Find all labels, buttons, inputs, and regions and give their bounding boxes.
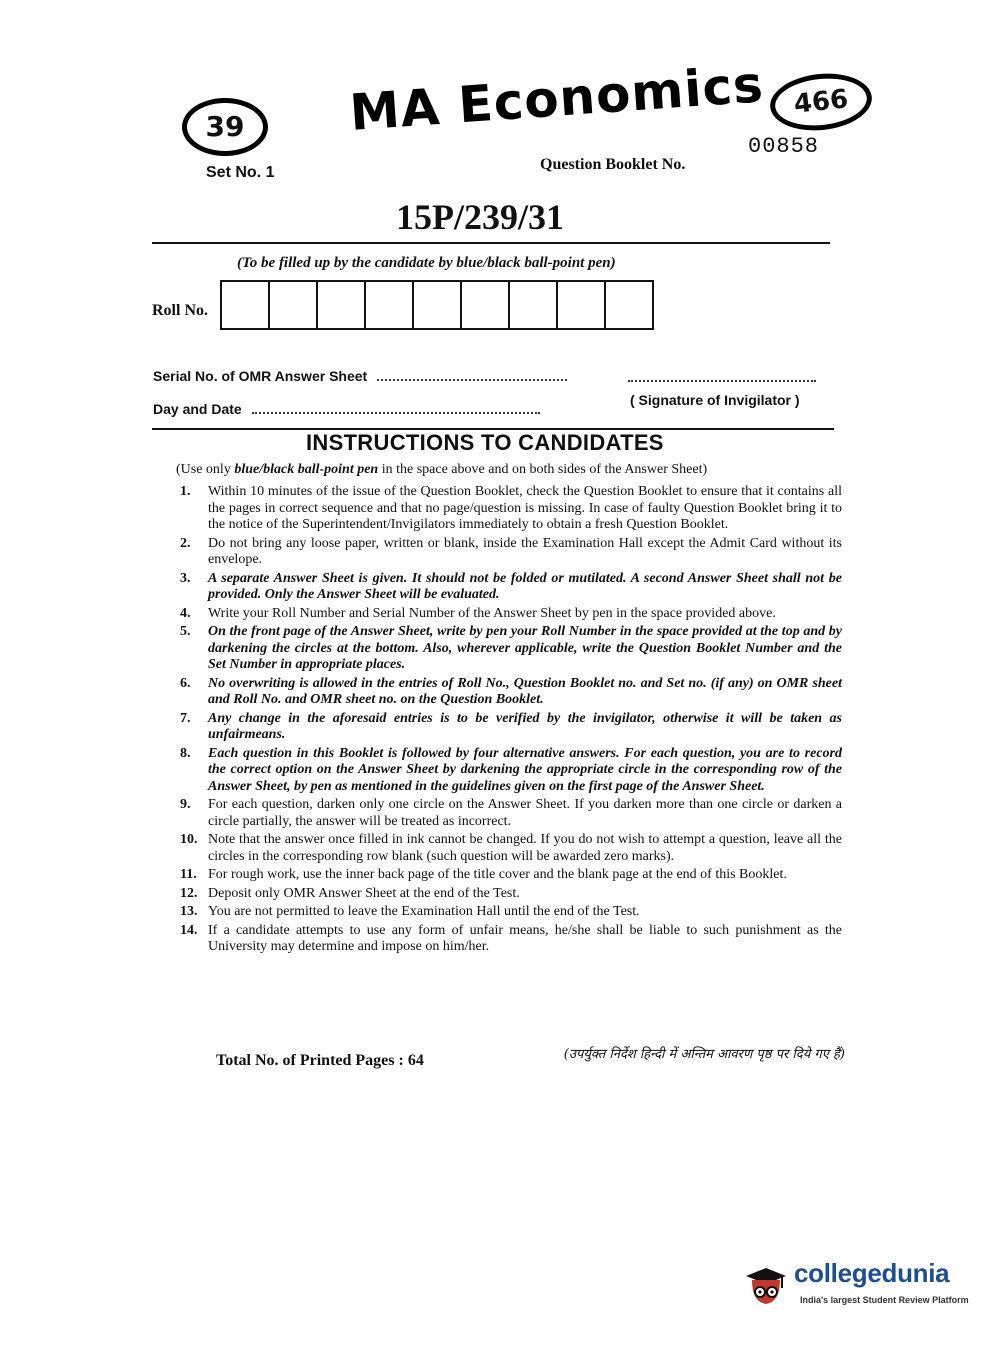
student-mascot-icon: [742, 1262, 790, 1310]
divider: [152, 242, 830, 244]
instruction-text: Each question in this Booklet is followed by four alternative answers. For each question, you are to record the correct option on the Answer Sheet by darkening the appropriate circle in the corresponding row of the Answer Sheet, by pen as mentioned in the guidelines given on the first page of the Answer Sheet.: [208, 745, 842, 794]
instruction-number: 10.: [180, 832, 198, 847]
instruction-text: On the front page of the Answer Sheet, write by pen your Roll Number in the space provided at the top and by darkening the circles at the bottom. Also, wherever applicable, write the Question Booklet Number and the Set Number in appropriate places.: [208, 624, 842, 672]
hindi-instructions-note: (उपर्युक्त निर्देश हिन्दी में अन्तिम आवरण पृष्ठ पर दिये गए हैं): [563, 1047, 845, 1062]
booklet-number-label: Question Booklet No.: [540, 156, 686, 173]
instruction-text: For rough work, use the inner back page of the title cover and the blank page at the end of this Booklet.: [208, 867, 787, 882]
paper-code: 15P/239/31: [396, 197, 564, 237]
handwritten-title: MA Economics: [347, 55, 766, 142]
roll-number-digit-box[interactable]: [222, 282, 270, 328]
instruction-number: 8.: [180, 745, 191, 761]
instruction-item: [180, 536, 842, 569]
instruction-text: If a candidate attempts to use any form of unfair means, he/she shall be liable to such punishment as the University may determine and impose on him/her.: [208, 922, 842, 954]
instruction-number: 3.: [180, 570, 191, 586]
instruction-number: 1.: [180, 484, 191, 499]
roll-number-digit-box[interactable]: [414, 282, 462, 328]
instruction-item: [180, 746, 842, 796]
instruction-number: 11.: [180, 867, 197, 882]
instruction-item: [180, 606, 842, 623]
roll-number-boxes[interactable]: [220, 280, 654, 330]
invigilator-signature-label: ( Signature of Invigilator ): [630, 392, 800, 408]
invigilator-signature-blank[interactable]: [628, 370, 816, 382]
instruction-number: 9.: [180, 797, 191, 812]
brand-tagline: India's largest Student Review Platform: [800, 1295, 969, 1305]
booklet-number: 00858: [748, 134, 820, 159]
instruction-text: Deposit only OMR Answer Sheet at the end of the Test.: [208, 885, 520, 901]
roll-number-digit-box[interactable]: [270, 282, 318, 328]
instruction-text: For each question, darken only one circle on the Answer Sheet. If you darken more than one circle or darken a circle partially, the answer will be treated as incorrect.: [208, 797, 842, 829]
roll-number-label: Roll No.: [152, 302, 208, 319]
instruction-text: A separate Answer Sheet is given. It should not be folded or mutilated. A second Answer Sheet shall not be provided. Only the Answer Sheet will be evaluated.: [208, 570, 842, 602]
instruction-text: Write your Roll Number and Serial Number of the Answer Sheet by pen in the space provided above.: [208, 605, 776, 621]
instruction-text: Any change in the aforesaid entries is to be verified by the invigilator, otherwise it will be taken as unfairmeans.: [208, 710, 842, 742]
instruction-number: 6.: [180, 675, 191, 691]
total-printed-pages: Total No. of Printed Pages : 64: [216, 1052, 424, 1069]
instruction-text: No overwriting is allowed in the entries of Roll No., Question Booklet no. and Set no. (if any) on OMR sheet and Roll No. and OMR sheet no. on the Question Booklet.: [208, 675, 842, 707]
instruction-text: Do not bring any loose paper, written or blank, inside the Examination Hall except the Admit Card without its envelope.: [208, 535, 842, 567]
roll-number-digit-box[interactable]: [462, 282, 510, 328]
instruction-number: 13.: [180, 904, 198, 919]
instruction-number: 5.: [180, 624, 191, 639]
handwritten-circled-number: 39: [182, 98, 268, 156]
instructions-heading: INSTRUCTIONS TO CANDIDATES: [306, 430, 664, 455]
instruction-item: [180, 711, 842, 744]
instruction-item: [180, 624, 842, 674]
day-date-blank[interactable]: [252, 402, 540, 414]
instruction-number: 7.: [180, 710, 191, 726]
instruction-item: [180, 867, 842, 884]
day-date-field[interactable]: [153, 401, 540, 417]
fill-instruction: (To be filled up by the candidate by blue/black ball-point pen): [237, 255, 616, 271]
instruction-item: [180, 676, 842, 709]
instruction-item: [180, 832, 842, 865]
instruction-text: You are not permitted to leave the Examination Hall until the end of the Test.: [208, 904, 640, 919]
instruction-item: [180, 797, 842, 830]
day-date-label: Day and Date: [153, 401, 242, 417]
omr-serial-label: Serial No. of OMR Answer Sheet: [153, 368, 368, 384]
instruction-text: Within 10 minutes of the issue of the Question Booklet, check the Question Booklet to ensure that it contains all the pages in correct sequence and that no page/question is missing. In case of faulty Question Booklet bring it to the notice of the Superintendent/Invigilators immediately to obtain a fresh Question Booklet.: [208, 484, 842, 532]
instruction-number: 2.: [180, 535, 191, 551]
instruction-number: 14.: [180, 922, 198, 938]
roll-number-digit-box[interactable]: [366, 282, 414, 328]
roll-number-digit-box[interactable]: [558, 282, 606, 328]
roll-number-digit-box[interactable]: [318, 282, 366, 328]
instruction-number: 12.: [180, 885, 198, 901]
instruction-item: [180, 571, 842, 604]
roll-number-digit-box[interactable]: [606, 282, 652, 328]
roll-number-digit-box[interactable]: [510, 282, 558, 328]
omr-serial-blank[interactable]: [377, 369, 567, 381]
instruction-item: [180, 904, 842, 921]
instruction-item: [180, 484, 842, 534]
set-number: Set No. 1: [206, 164, 275, 181]
instruction-item: [180, 923, 842, 956]
instruction-item: [180, 886, 842, 903]
instruction-text: Note that the answer once filled in ink cannot be changed. If you do not wish to attempt a question, leave all the circles in the corresponding row blank (such question will be awarded zero marks).: [208, 832, 842, 864]
instructions-list: [180, 484, 842, 958]
omr-serial-field[interactable]: [153, 368, 567, 384]
pen-usage-note: (Use only blue/black ball-point pen in the space above and on both sides of the Answer Sheet): [176, 462, 708, 477]
brand-name: collegedunia: [794, 1258, 950, 1288]
instruction-number: 4.: [180, 605, 191, 621]
handwritten-circled-code: 466: [767, 69, 874, 135]
collegedunia-brand[interactable]: [742, 1258, 972, 1318]
